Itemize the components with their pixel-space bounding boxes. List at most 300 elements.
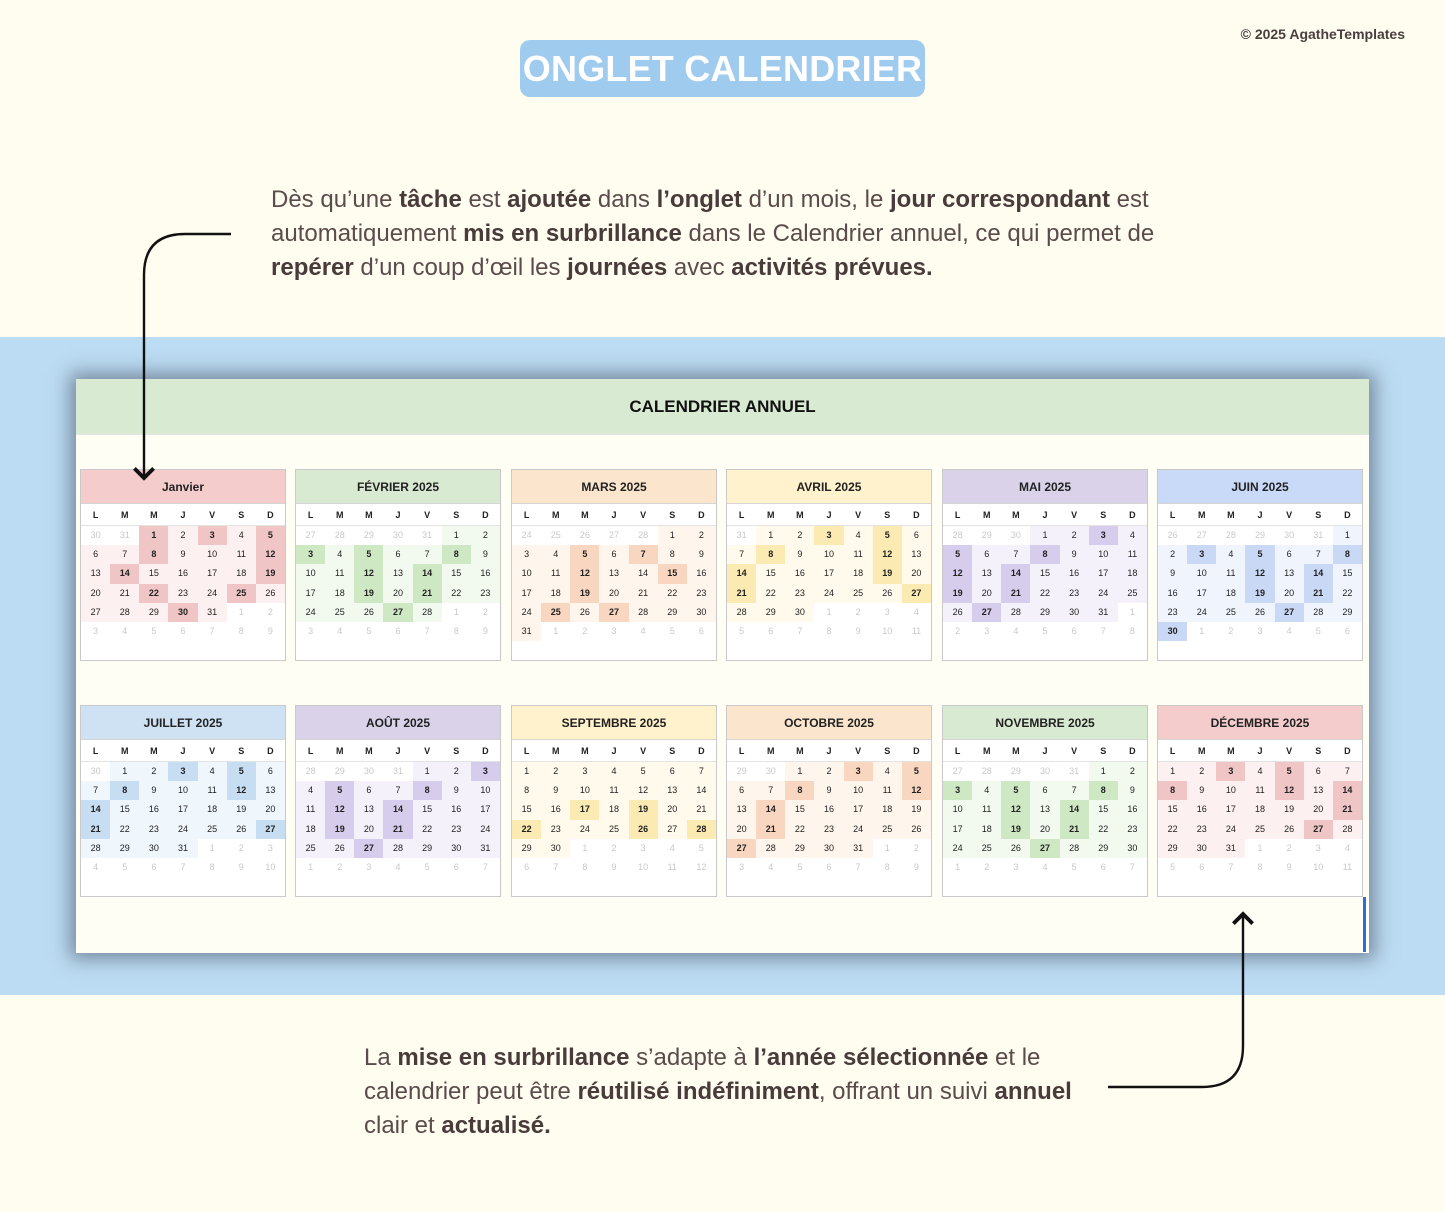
- day-cell[interactable]: 11: [227, 545, 256, 564]
- day-cell[interactable]: 7: [756, 781, 785, 800]
- day-cell[interactable]: 22: [442, 584, 471, 603]
- day-cell[interactable]: 31: [198, 603, 227, 622]
- day-cell[interactable]: 9: [1187, 781, 1216, 800]
- day-cell[interactable]: 6: [1030, 781, 1059, 800]
- day-cell[interactable]: 2: [785, 526, 814, 545]
- day-cell[interactable]: 20: [1275, 584, 1304, 603]
- day-cell[interactable]: 19: [629, 800, 658, 819]
- day-cell[interactable]: 29: [1089, 839, 1118, 858]
- day-cell[interactable]: 3: [308, 625, 314, 636]
- day-cell[interactable]: 30: [90, 530, 101, 540]
- day-cell[interactable]: 8: [238, 625, 244, 636]
- day-cell[interactable]: 17: [296, 584, 325, 603]
- day-cell[interactable]: 2: [471, 526, 500, 545]
- day-cell[interactable]: 29: [981, 530, 992, 540]
- day-cell[interactable]: 25: [550, 530, 561, 540]
- day-cell[interactable]: 12: [325, 800, 354, 819]
- day-cell[interactable]: 13: [599, 564, 628, 583]
- day-cell[interactable]: 21: [1060, 820, 1089, 839]
- day-cell[interactable]: 9: [913, 861, 919, 872]
- day-cell[interactable]: 27: [902, 584, 931, 603]
- day-cell[interactable]: 4: [599, 762, 628, 781]
- day-cell[interactable]: 7: [1304, 545, 1333, 564]
- day-cell[interactable]: 30: [1010, 530, 1021, 540]
- day-cell[interactable]: 30: [1060, 603, 1089, 622]
- day-cell[interactable]: 18: [325, 584, 354, 603]
- day-cell[interactable]: 9: [814, 781, 843, 800]
- day-cell[interactable]: 14: [383, 800, 412, 819]
- day-cell[interactable]: 25: [325, 603, 354, 622]
- day-cell[interactable]: 6: [599, 545, 628, 564]
- day-cell[interactable]: 29: [1158, 839, 1187, 858]
- day-cell[interactable]: 27: [1196, 530, 1207, 540]
- day-cell[interactable]: 23: [1118, 820, 1147, 839]
- day-cell[interactable]: 26: [1275, 820, 1304, 839]
- day-cell[interactable]: 8: [209, 861, 215, 872]
- day-cell[interactable]: 29: [736, 766, 747, 776]
- day-cell[interactable]: 19: [354, 584, 383, 603]
- day-cell[interactable]: 5: [797, 861, 803, 872]
- day-cell[interactable]: 26: [1167, 530, 1178, 540]
- day-cell[interactable]: 5: [366, 625, 372, 636]
- day-cell[interactable]: 7: [383, 781, 412, 800]
- day-cell[interactable]: 10: [844, 781, 873, 800]
- day-cell[interactable]: 12: [629, 781, 658, 800]
- day-cell[interactable]: 6: [383, 545, 412, 564]
- day-cell[interactable]: 29: [512, 839, 541, 858]
- day-cell[interactable]: 8: [413, 781, 442, 800]
- day-cell[interactable]: 18: [873, 800, 902, 819]
- day-cell[interactable]: 11: [296, 800, 325, 819]
- day-cell[interactable]: 26: [325, 839, 354, 858]
- day-cell[interactable]: 5: [570, 545, 599, 564]
- day-cell[interactable]: 5: [227, 762, 256, 781]
- day-cell[interactable]: 2: [1228, 625, 1234, 636]
- day-cell[interactable]: 23: [1158, 603, 1187, 622]
- day-cell[interactable]: 20: [658, 800, 687, 819]
- day-cell[interactable]: 9: [611, 861, 617, 872]
- day-cell[interactable]: 22: [756, 584, 785, 603]
- day-cell[interactable]: 1: [238, 606, 244, 617]
- day-cell[interactable]: 13: [383, 564, 412, 583]
- day-cell[interactable]: 5: [325, 781, 354, 800]
- day-cell[interactable]: 7: [424, 625, 430, 636]
- day-cell[interactable]: 11: [972, 800, 1001, 819]
- day-cell[interactable]: 29: [1030, 603, 1059, 622]
- day-cell[interactable]: 1: [658, 526, 687, 545]
- day-cell[interactable]: 24: [296, 603, 325, 622]
- day-cell[interactable]: 14: [413, 564, 442, 583]
- day-cell[interactable]: 22: [139, 584, 168, 603]
- day-cell[interactable]: 11: [1342, 861, 1353, 872]
- day-cell[interactable]: 24: [1089, 584, 1118, 603]
- day-cell[interactable]: 14: [756, 800, 785, 819]
- day-cell[interactable]: 20: [972, 584, 1001, 603]
- day-cell[interactable]: 30: [1187, 839, 1216, 858]
- day-cell[interactable]: 23: [541, 820, 570, 839]
- day-cell[interactable]: 12: [354, 564, 383, 583]
- day-cell[interactable]: 16: [1187, 800, 1216, 819]
- day-cell[interactable]: 8: [1030, 545, 1059, 564]
- day-cell[interactable]: 25: [873, 820, 902, 839]
- day-cell[interactable]: 30: [1284, 530, 1295, 540]
- day-cell[interactable]: 23: [168, 584, 197, 603]
- day-cell[interactable]: 8: [658, 545, 687, 564]
- day-cell[interactable]: 29: [1333, 603, 1362, 622]
- day-cell[interactable]: 30: [541, 839, 570, 858]
- day-cell[interactable]: 2: [913, 842, 919, 853]
- day-cell[interactable]: 5: [1245, 545, 1274, 564]
- day-cell[interactable]: 27: [1275, 603, 1304, 622]
- day-cell[interactable]: 29: [413, 839, 442, 858]
- day-cell[interactable]: 1: [512, 762, 541, 781]
- day-cell[interactable]: 2: [855, 606, 861, 617]
- day-cell[interactable]: 7: [1100, 625, 1106, 636]
- day-cell[interactable]: 31: [392, 766, 403, 776]
- day-cell[interactable]: 6: [1199, 861, 1205, 872]
- day-cell[interactable]: 4: [122, 625, 128, 636]
- day-cell[interactable]: 1: [442, 526, 471, 545]
- day-cell[interactable]: 26: [579, 530, 590, 540]
- day-cell[interactable]: 5: [256, 526, 285, 545]
- day-cell[interactable]: 4: [972, 781, 1001, 800]
- day-cell[interactable]: 6: [768, 625, 774, 636]
- day-cell[interactable]: 5: [873, 526, 902, 545]
- day-cell[interactable]: 20: [81, 584, 110, 603]
- day-cell[interactable]: 14: [110, 564, 139, 583]
- day-cell[interactable]: 27: [305, 530, 316, 540]
- day-cell[interactable]: 3: [570, 762, 599, 781]
- day-cell[interactable]: 7: [1333, 762, 1362, 781]
- day-cell[interactable]: 8: [110, 781, 139, 800]
- day-cell[interactable]: 22: [512, 820, 541, 839]
- day-cell[interactable]: 21: [383, 820, 412, 839]
- day-cell[interactable]: 19: [902, 800, 931, 819]
- day-cell[interactable]: 1: [955, 861, 961, 872]
- day-cell[interactable]: 28: [981, 766, 992, 776]
- day-cell[interactable]: 7: [209, 625, 215, 636]
- day-cell[interactable]: 19: [1245, 584, 1274, 603]
- day-cell[interactable]: 7: [727, 545, 756, 564]
- day-cell[interactable]: 3: [611, 625, 617, 636]
- day-cell[interactable]: 9: [482, 625, 488, 636]
- day-cell[interactable]: 20: [354, 820, 383, 839]
- day-cell[interactable]: 29: [1254, 530, 1265, 540]
- day-cell[interactable]: 22: [110, 820, 139, 839]
- day-cell[interactable]: 5: [1001, 781, 1030, 800]
- day-cell[interactable]: 3: [814, 526, 843, 545]
- day-cell[interactable]: 21: [110, 584, 139, 603]
- day-cell[interactable]: 21: [687, 800, 716, 819]
- day-cell[interactable]: 28: [110, 603, 139, 622]
- day-cell[interactable]: 2: [482, 606, 488, 617]
- day-cell[interactable]: 25: [1216, 603, 1245, 622]
- day-cell[interactable]: 15: [785, 800, 814, 819]
- day-cell[interactable]: 24: [512, 603, 541, 622]
- day-cell[interactable]: 13: [658, 781, 687, 800]
- day-cell[interactable]: 13: [354, 800, 383, 819]
- day-cell[interactable]: 4: [198, 762, 227, 781]
- day-cell[interactable]: 8: [139, 545, 168, 564]
- day-cell[interactable]: 28: [629, 603, 658, 622]
- day-cell[interactable]: 4: [873, 762, 902, 781]
- day-cell[interactable]: 28: [305, 766, 316, 776]
- day-cell[interactable]: 12: [1245, 564, 1274, 583]
- day-cell[interactable]: 2: [955, 625, 961, 636]
- day-cell[interactable]: 3: [1257, 625, 1263, 636]
- day-cell[interactable]: 2: [582, 625, 588, 636]
- day-cell[interactable]: 4: [640, 625, 646, 636]
- day-cell[interactable]: 7: [1060, 781, 1089, 800]
- day-cell[interactable]: 16: [442, 800, 471, 819]
- day-cell[interactable]: 21: [629, 584, 658, 603]
- day-cell[interactable]: 30: [442, 839, 471, 858]
- day-cell[interactable]: 1: [1257, 842, 1263, 853]
- day-cell[interactable]: 14: [1304, 564, 1333, 583]
- day-cell[interactable]: 25: [844, 584, 873, 603]
- day-cell[interactable]: 23: [814, 820, 843, 839]
- day-cell[interactable]: 7: [180, 861, 186, 872]
- day-cell[interactable]: 26: [943, 603, 972, 622]
- day-cell[interactable]: 6: [727, 781, 756, 800]
- day-cell[interactable]: 10: [1187, 564, 1216, 583]
- day-cell[interactable]: 14: [1333, 781, 1362, 800]
- day-cell[interactable]: 27: [608, 530, 619, 540]
- day-cell[interactable]: 20: [599, 584, 628, 603]
- day-cell[interactable]: 10: [168, 781, 197, 800]
- day-cell[interactable]: 11: [1245, 781, 1274, 800]
- day-cell[interactable]: 15: [1030, 564, 1059, 583]
- day-cell[interactable]: 24: [943, 839, 972, 858]
- day-cell[interactable]: 8: [785, 781, 814, 800]
- day-cell[interactable]: 1: [756, 526, 785, 545]
- day-cell[interactable]: 27: [972, 603, 1001, 622]
- day-cell[interactable]: 21: [1333, 800, 1362, 819]
- day-cell[interactable]: 13: [727, 800, 756, 819]
- day-cell[interactable]: 17: [814, 564, 843, 583]
- day-cell[interactable]: 4: [1013, 625, 1019, 636]
- day-cell[interactable]: 21: [1001, 584, 1030, 603]
- day-cell[interactable]: 12: [943, 564, 972, 583]
- day-cell[interactable]: 20: [383, 584, 412, 603]
- day-cell[interactable]: 2: [687, 526, 716, 545]
- day-cell[interactable]: 11: [325, 564, 354, 583]
- day-cell[interactable]: 1: [110, 762, 139, 781]
- day-cell[interactable]: 26: [1001, 839, 1030, 858]
- day-cell[interactable]: 4: [1245, 762, 1274, 781]
- day-cell[interactable]: 30: [785, 603, 814, 622]
- day-cell[interactable]: 13: [1030, 800, 1059, 819]
- day-cell[interactable]: 22: [413, 820, 442, 839]
- day-cell[interactable]: 7: [482, 861, 488, 872]
- day-cell[interactable]: 4: [1042, 861, 1048, 872]
- day-cell[interactable]: 1: [209, 842, 215, 853]
- day-cell[interactable]: 6: [826, 861, 832, 872]
- day-cell[interactable]: 10: [198, 545, 227, 564]
- day-cell[interactable]: 3: [1216, 762, 1245, 781]
- day-cell[interactable]: 7: [1129, 861, 1135, 872]
- day-cell[interactable]: 6: [1100, 861, 1106, 872]
- day-cell[interactable]: 17: [1089, 564, 1118, 583]
- day-cell[interactable]: 26: [873, 584, 902, 603]
- day-cell[interactable]: 14: [687, 781, 716, 800]
- day-cell[interactable]: 30: [765, 766, 776, 776]
- day-cell[interactable]: 19: [227, 800, 256, 819]
- day-cell[interactable]: 2: [1158, 545, 1187, 564]
- day-cell[interactable]: 12: [256, 545, 285, 564]
- day-cell[interactable]: 3: [1187, 545, 1216, 564]
- day-cell[interactable]: 13: [81, 564, 110, 583]
- day-cell[interactable]: 5: [1315, 625, 1321, 636]
- day-cell[interactable]: 26: [354, 603, 383, 622]
- day-cell[interactable]: 29: [785, 839, 814, 858]
- day-cell[interactable]: 4: [1344, 842, 1350, 853]
- day-cell[interactable]: 11: [541, 564, 570, 583]
- day-cell[interactable]: 26: [902, 820, 931, 839]
- day-cell[interactable]: 1: [1199, 625, 1205, 636]
- day-cell[interactable]: 31: [1089, 603, 1118, 622]
- day-cell[interactable]: 22: [785, 820, 814, 839]
- day-cell[interactable]: 3: [168, 762, 197, 781]
- day-cell[interactable]: 17: [198, 564, 227, 583]
- day-cell[interactable]: 11: [198, 781, 227, 800]
- day-cell[interactable]: 5: [739, 625, 745, 636]
- day-cell[interactable]: 11: [667, 861, 677, 872]
- day-cell[interactable]: 4: [1286, 625, 1292, 636]
- day-cell[interactable]: 17: [570, 800, 599, 819]
- day-cell[interactable]: 30: [168, 603, 197, 622]
- day-cell[interactable]: 18: [844, 564, 873, 583]
- day-cell[interactable]: 7: [797, 625, 803, 636]
- day-cell[interactable]: 30: [90, 766, 101, 776]
- day-cell[interactable]: 18: [972, 820, 1001, 839]
- day-cell[interactable]: 18: [1118, 564, 1147, 583]
- day-cell[interactable]: 7: [687, 762, 716, 781]
- day-cell[interactable]: 5: [151, 625, 157, 636]
- day-cell[interactable]: 19: [325, 820, 354, 839]
- day-cell[interactable]: 9: [238, 861, 244, 872]
- day-cell[interactable]: 31: [512, 622, 541, 641]
- day-cell[interactable]: 3: [267, 842, 273, 853]
- day-cell[interactable]: 9: [687, 545, 716, 564]
- day-cell[interactable]: 6: [395, 625, 401, 636]
- day-cell[interactable]: 1: [413, 762, 442, 781]
- day-cell[interactable]: 1: [1158, 762, 1187, 781]
- day-cell[interactable]: 31: [1069, 766, 1080, 776]
- day-cell[interactable]: 6: [902, 526, 931, 545]
- day-cell[interactable]: 2: [541, 762, 570, 781]
- day-cell[interactable]: 17: [1216, 800, 1245, 819]
- day-cell[interactable]: 26: [1245, 603, 1274, 622]
- day-cell[interactable]: 3: [198, 526, 227, 545]
- day-cell[interactable]: 28: [756, 839, 785, 858]
- day-cell[interactable]: 23: [1187, 820, 1216, 839]
- day-cell[interactable]: 4: [669, 842, 675, 853]
- day-cell[interactable]: 15: [110, 800, 139, 819]
- day-cell[interactable]: 3: [739, 861, 745, 872]
- day-cell[interactable]: 8: [1089, 781, 1118, 800]
- day-cell[interactable]: 16: [1060, 564, 1089, 583]
- day-cell[interactable]: 19: [873, 564, 902, 583]
- day-cell[interactable]: 1: [139, 526, 168, 545]
- day-cell[interactable]: 10: [1313, 861, 1324, 872]
- day-cell[interactable]: 27: [81, 603, 110, 622]
- day-cell[interactable]: 10: [512, 564, 541, 583]
- day-cell[interactable]: 15: [1333, 564, 1362, 583]
- day-cell[interactable]: 25: [1245, 820, 1274, 839]
- day-cell[interactable]: 28: [334, 530, 345, 540]
- day-cell[interactable]: 10: [1216, 781, 1245, 800]
- day-cell[interactable]: 9: [855, 625, 861, 636]
- day-cell[interactable]: 28: [952, 530, 963, 540]
- day-cell[interactable]: 31: [736, 530, 747, 540]
- day-cell[interactable]: 3: [640, 842, 646, 853]
- day-cell[interactable]: 8: [884, 861, 890, 872]
- day-cell[interactable]: 29: [110, 839, 139, 858]
- day-cell[interactable]: 5: [1071, 861, 1077, 872]
- day-cell[interactable]: 6: [1304, 762, 1333, 781]
- day-cell[interactable]: 15: [658, 564, 687, 583]
- day-cell[interactable]: 24: [1187, 603, 1216, 622]
- day-cell[interactable]: 2: [984, 861, 990, 872]
- day-cell[interactable]: 25: [541, 603, 570, 622]
- day-cell[interactable]: 6: [180, 625, 186, 636]
- day-cell[interactable]: 6: [81, 545, 110, 564]
- day-cell[interactable]: 6: [256, 762, 285, 781]
- day-cell[interactable]: 24: [198, 584, 227, 603]
- day-cell[interactable]: 30: [363, 766, 374, 776]
- day-cell[interactable]: 10: [1089, 545, 1118, 564]
- day-cell[interactable]: 9: [139, 781, 168, 800]
- day-cell[interactable]: 26: [227, 820, 256, 839]
- day-cell[interactable]: 28: [413, 603, 442, 622]
- day-cell[interactable]: 10: [638, 861, 649, 872]
- day-cell[interactable]: 1: [785, 762, 814, 781]
- day-cell[interactable]: 2: [168, 526, 197, 545]
- day-cell[interactable]: 24: [471, 820, 500, 839]
- day-cell[interactable]: 22: [1158, 820, 1187, 839]
- day-cell[interactable]: 10: [882, 625, 893, 636]
- day-cell[interactable]: 9: [267, 625, 273, 636]
- day-cell[interactable]: 6: [453, 861, 459, 872]
- day-cell[interactable]: 15: [756, 564, 785, 583]
- day-cell[interactable]: 12: [227, 781, 256, 800]
- day-cell[interactable]: 6: [658, 762, 687, 781]
- day-cell[interactable]: 29: [334, 766, 345, 776]
- day-cell[interactable]: 6: [698, 625, 704, 636]
- day-cell[interactable]: 15: [1158, 800, 1187, 819]
- day-cell[interactable]: 10: [814, 545, 843, 564]
- day-cell[interactable]: 21: [81, 820, 110, 839]
- day-cell[interactable]: 27: [952, 766, 963, 776]
- day-cell[interactable]: 7: [81, 781, 110, 800]
- day-cell[interactable]: 20: [256, 800, 285, 819]
- day-cell[interactable]: 2: [1118, 762, 1147, 781]
- day-cell[interactable]: 12: [696, 861, 707, 872]
- day-cell[interactable]: 30: [1039, 766, 1050, 776]
- day-cell[interactable]: 3: [984, 625, 990, 636]
- day-cell[interactable]: 3: [884, 606, 890, 617]
- day-cell[interactable]: 8: [1158, 781, 1187, 800]
- day-cell[interactable]: 8: [1333, 545, 1362, 564]
- day-cell[interactable]: 2: [814, 762, 843, 781]
- day-cell[interactable]: 10: [471, 781, 500, 800]
- day-cell[interactable]: 13: [256, 781, 285, 800]
- day-cell[interactable]: 3: [296, 545, 325, 564]
- day-cell[interactable]: 9: [785, 545, 814, 564]
- day-cell[interactable]: 5: [354, 545, 383, 564]
- day-cell[interactable]: 1: [553, 625, 559, 636]
